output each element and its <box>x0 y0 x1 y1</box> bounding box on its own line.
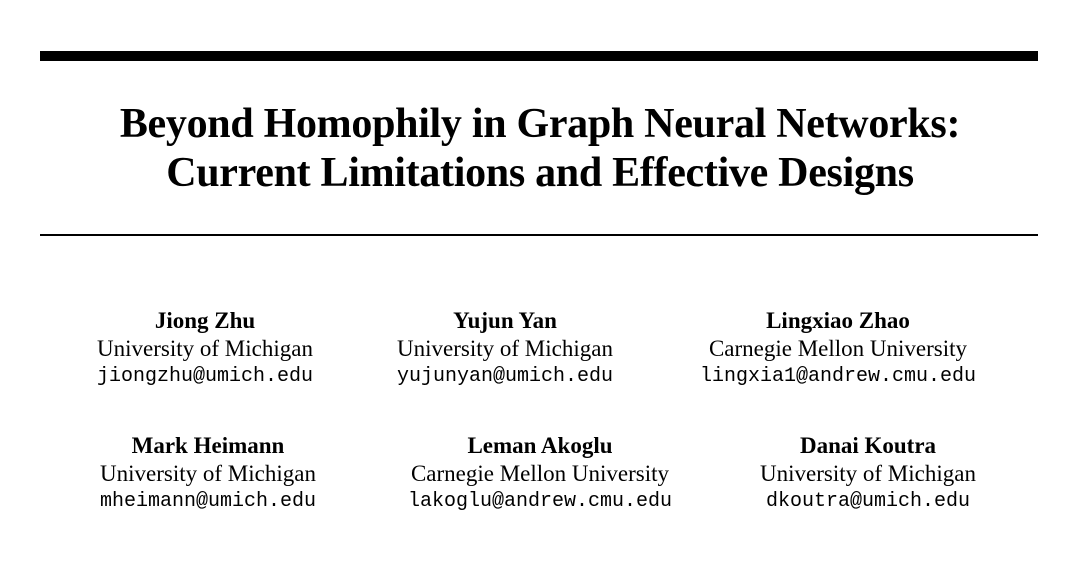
author-name: Mark Heimann <box>131 433 285 458</box>
author-email: jiongzhu@umich.edu <box>96 365 314 388</box>
author-email: dkoutra@umich.edu <box>765 490 971 513</box>
author-block-5 <box>380 432 700 516</box>
paper-title-line-2: Current Limitations and Effective Designs <box>166 150 914 196</box>
author-affiliation: Carnegie Mellon University <box>708 336 968 361</box>
author-name: Lingxiao Zhao <box>766 308 910 333</box>
author-name: Yujun Yan <box>453 308 557 333</box>
author-affiliation: University of Michigan <box>97 336 313 361</box>
author-name: Danai Koutra <box>799 433 937 458</box>
author-name: Jiong Zhu <box>154 308 256 333</box>
author-block-4 <box>48 432 368 516</box>
author-email: yujunyan@umich.edu <box>396 365 614 388</box>
author-email: mheimann@umich.edu <box>99 490 317 513</box>
title-bottom-rule <box>40 234 1038 236</box>
paper-title-line-1: Beyond Homophily in Graph Neural Networks: <box>119 101 961 147</box>
author-email: lingxia1@andrew.cmu.edu <box>699 365 977 388</box>
author-affiliation: University of Michigan <box>100 461 316 486</box>
author-block-6 <box>708 432 1028 516</box>
author-block-1 <box>45 307 365 391</box>
author-block-2 <box>345 307 665 391</box>
author-email: lakoglu@andrew.cmu.edu <box>407 490 673 513</box>
author-affiliation: University of Michigan <box>397 336 613 361</box>
paper-title <box>0 100 1080 198</box>
author-block-3 <box>678 307 998 391</box>
author-affiliation: University of Michigan <box>760 461 976 486</box>
top-thick-rule <box>40 51 1038 61</box>
author-affiliation: Carnegie Mellon University <box>410 461 670 486</box>
author-name: Leman Akoglu <box>467 433 613 458</box>
